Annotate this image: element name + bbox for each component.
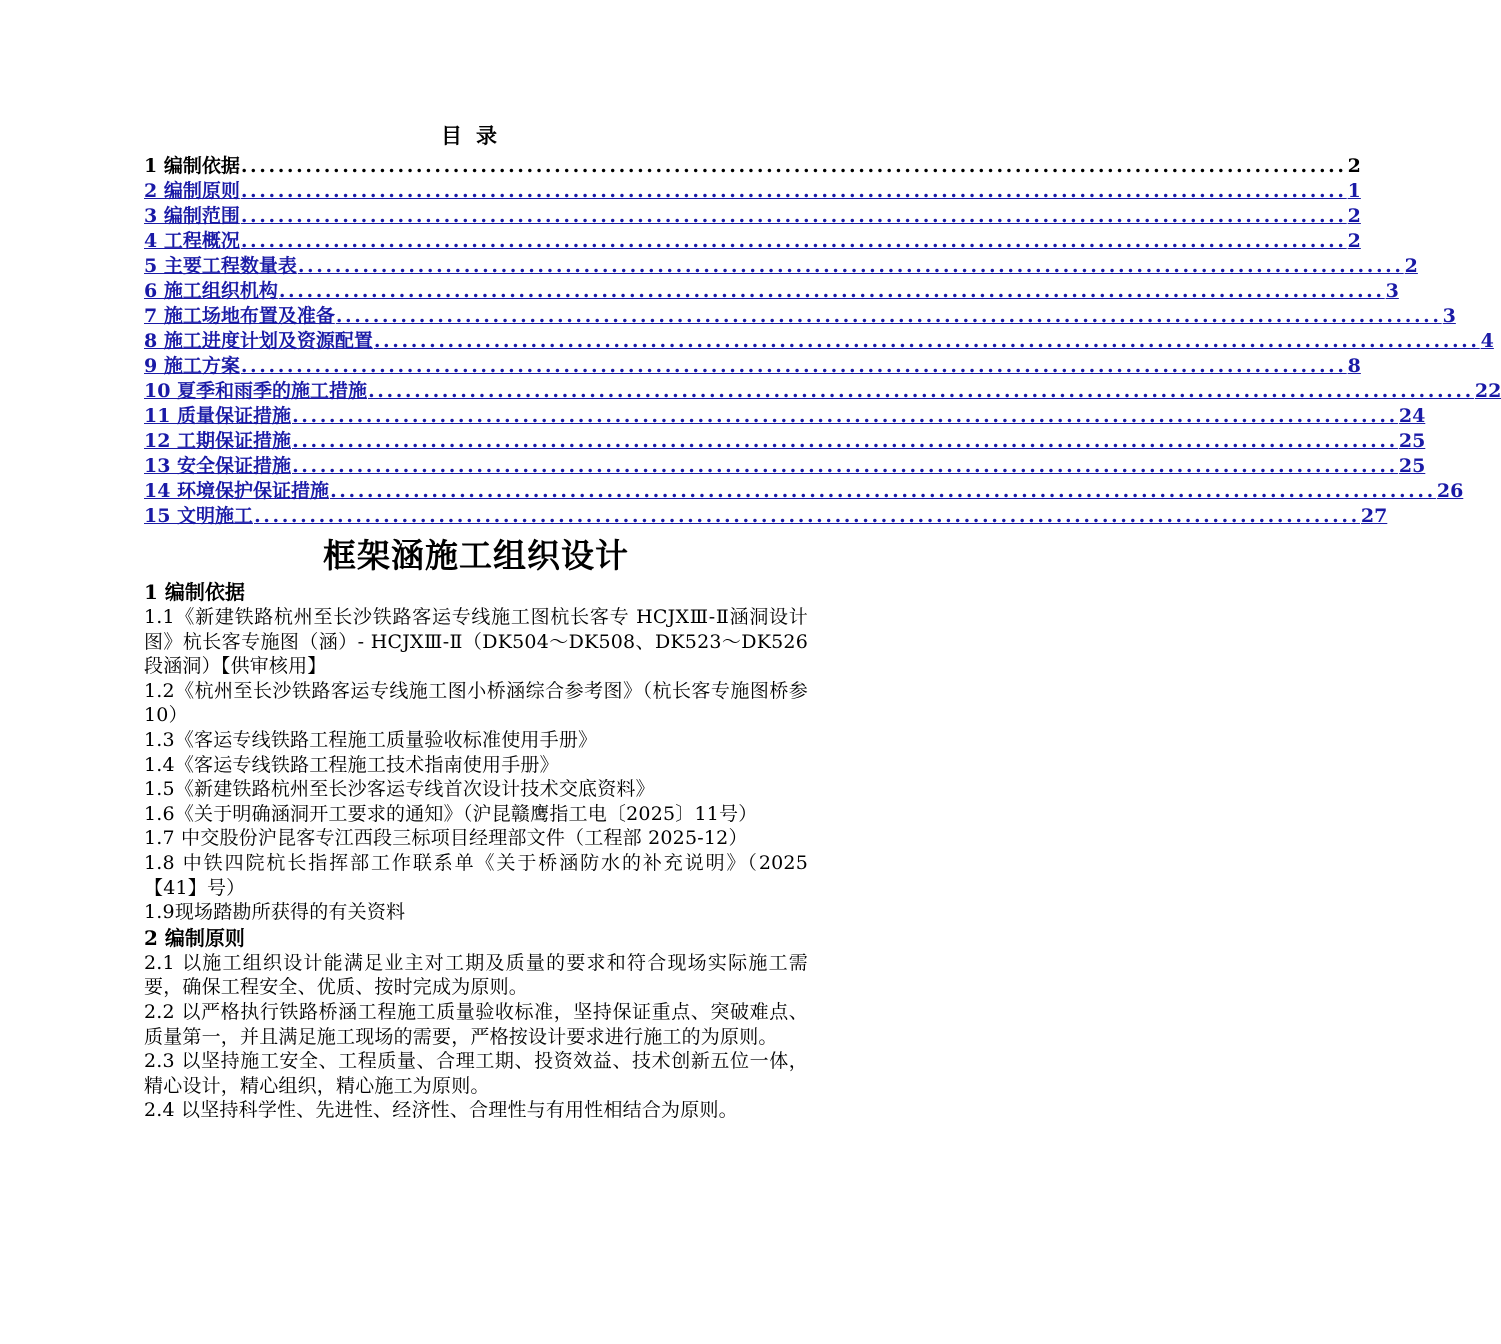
toc-entry xyxy=(144,154,1361,179)
document-title: 框架涵施工组织设计 xyxy=(323,536,629,575)
paragraph: 2.4 以坚持科学性、先进性、经济性、合理性与有用性相结合为原则。 xyxy=(144,1099,738,1122)
toc-entry-page: 27 xyxy=(1360,505,1388,527)
document-body xyxy=(144,579,808,1123)
paragraph: 1.2《杭州至长沙铁路客运专线施工图小桥涵综合参考图》（杭长客专施图桥参10） xyxy=(144,679,808,727)
paragraph: 1.8 中铁四院杭长指挥部工作联系单《关于桥涵防水的补充说明》（2025【41】号） xyxy=(144,851,808,899)
toc-entry-page: 25 xyxy=(1398,430,1426,452)
toc-entry[interactable] xyxy=(144,429,1426,454)
toc-entry-label: 13 安全保证措施 xyxy=(144,455,292,477)
toc-entry-label: 15 文明施工 xyxy=(144,505,254,527)
toc-entry-page: 22 xyxy=(1474,380,1501,402)
toc-entry-label: 10 夏季和雨季的施工措施 xyxy=(144,380,368,402)
toc-entry[interactable] xyxy=(144,404,1426,429)
toc-entry-label: 12 工期保证措施 xyxy=(144,430,292,452)
toc-entry[interactable] xyxy=(144,479,1464,504)
toc-entry-page: 2 xyxy=(1404,255,1418,277)
paragraph: 1.6《关于明确涵洞开工要求的通知》（沪昆赣鹰指工电〔2025〕11号） xyxy=(144,802,758,825)
toc-entry[interactable] xyxy=(144,329,1494,354)
toc-entry[interactable] xyxy=(144,454,1426,479)
toc-leader-dots: ........................................................................................................................ xyxy=(335,305,1442,327)
toc-leader-dots: ........................................................................................................................ xyxy=(240,230,1347,252)
paragraph: 2.3 以坚持施工安全、工程质量、合理工期、投资效益、技术创新五位一体，精心设计，精心组织，精心施工为原则。 xyxy=(144,1050,808,1097)
toc-entry-page: 1 xyxy=(1347,180,1361,202)
section-heading: 2 编制原则 xyxy=(144,925,245,950)
toc-entry-label: 14 环境保护保证措施 xyxy=(144,480,330,502)
paragraph: 1.9现场踏勘所获得的有关资料 xyxy=(144,901,406,924)
toc-entry-page: 2 xyxy=(1347,205,1361,227)
toc-entry-label: 8 施工进度计划及资源配置 xyxy=(144,330,373,352)
toc-entry-label: 9 施工方案 xyxy=(144,355,240,377)
toc-entry-page: 3 xyxy=(1385,280,1399,302)
toc-entry-page: 8 xyxy=(1347,355,1361,377)
toc-entry-page: 4 xyxy=(1480,330,1494,352)
toc-entry[interactable] xyxy=(144,304,1456,329)
toc-entry[interactable] xyxy=(144,204,1361,229)
toc-leader-dots: ........................................................................................................................ xyxy=(292,405,1398,427)
toc-entry-label: 3 编制范围 xyxy=(144,205,240,227)
toc-entry[interactable] xyxy=(144,254,1418,279)
toc-entry-page: 2 xyxy=(1347,230,1361,252)
paragraph: 1.3《客运专线铁路工程施工质量验收标准使用手册》 xyxy=(144,728,598,751)
toc-entry-page: 2 xyxy=(1347,155,1361,177)
toc-entry-page: 26 xyxy=(1436,480,1464,502)
paragraph: 1.5《新建铁路杭州至长沙客运专线首次设计技术交底资料》 xyxy=(144,778,655,801)
paragraph: 1.4《客运专线铁路工程施工技术指南使用手册》 xyxy=(144,753,559,776)
toc-entry-label: 4 工程概况 xyxy=(144,230,240,252)
toc-leader-dots: ........................................................................................................................ xyxy=(240,155,1347,177)
document-page xyxy=(144,118,1501,1123)
toc-entry[interactable] xyxy=(144,229,1361,254)
paragraph: 1.7 中交股份沪昆客专江西段三标项目经理部文件（工程部 2025-12） xyxy=(144,827,748,850)
toc-leader-dots: ........................................................................................................................ xyxy=(240,180,1347,202)
toc-entry[interactable] xyxy=(144,179,1361,204)
toc-entry-label: 11 质量保证措施 xyxy=(144,405,292,427)
toc-entry-label: 2 编制原则 xyxy=(144,180,240,202)
toc-entry[interactable] xyxy=(144,504,1388,529)
toc-leader-dots: ........................................................................................................................ xyxy=(292,455,1398,477)
toc-entry[interactable] xyxy=(144,354,1361,379)
toc-leader-dots: ........................................................................................................................ xyxy=(292,430,1398,452)
toc-leader-dots: ........................................................................................................................ xyxy=(297,255,1404,277)
toc-leader-dots: ........................................................................................................................ xyxy=(278,280,1385,302)
toc-entry[interactable] xyxy=(144,279,1399,304)
toc-leader-dots: ........................................................................................................................ xyxy=(240,205,1347,227)
toc-title: 目录 xyxy=(441,123,511,148)
table-of-contents xyxy=(144,154,1501,529)
paragraph: 2.2 以严格执行铁路桥涵工程施工质量验收标准，坚持保证重点、突破难点、质量第一，并且满足施工现场的需要，严格按设计要求进行施工的为原则。 xyxy=(144,1000,808,1048)
toc-entry-page: 3 xyxy=(1442,305,1456,327)
section-heading: 1 编制依据 xyxy=(144,580,245,604)
toc-entry[interactable] xyxy=(144,379,1501,404)
toc-leader-dots: ........................................................................................................................ xyxy=(254,505,1360,527)
toc-entry-page: 24 xyxy=(1398,405,1426,427)
toc-leader-dots: ........................................................................................................................ xyxy=(373,330,1480,352)
toc-entry-label: 7 施工场地布置及准备 xyxy=(144,305,335,327)
toc-entry-label: 5 主要工程数量表 xyxy=(144,255,297,277)
toc-entry-label: 6 施工组织机构 xyxy=(144,280,278,302)
toc-leader-dots: ........................................................................................................................ xyxy=(368,380,1474,402)
paragraph: 1.1《新建铁路杭州至长沙铁路客运专线施工图杭长客专 HCJXⅢ-Ⅱ涵洞设计图》杭长客专施图（涵）- HCJXⅢ-Ⅱ（DK504～DK508、DK523～DK526段涵洞）【供审核用】 xyxy=(144,606,808,678)
toc-entry-label: 1 编制依据 xyxy=(144,155,240,177)
paragraph: 2.1 以施工组织设计能满足业主对工期及质量的要求和符合现场实际施工需要，确保工程安全、优质、按时完成为原则。 xyxy=(144,951,808,999)
toc-leader-dots: ........................................................................................................................ xyxy=(330,480,1436,502)
toc-leader-dots: ........................................................................................................................ xyxy=(240,355,1347,377)
toc-entry-page: 25 xyxy=(1398,455,1426,477)
